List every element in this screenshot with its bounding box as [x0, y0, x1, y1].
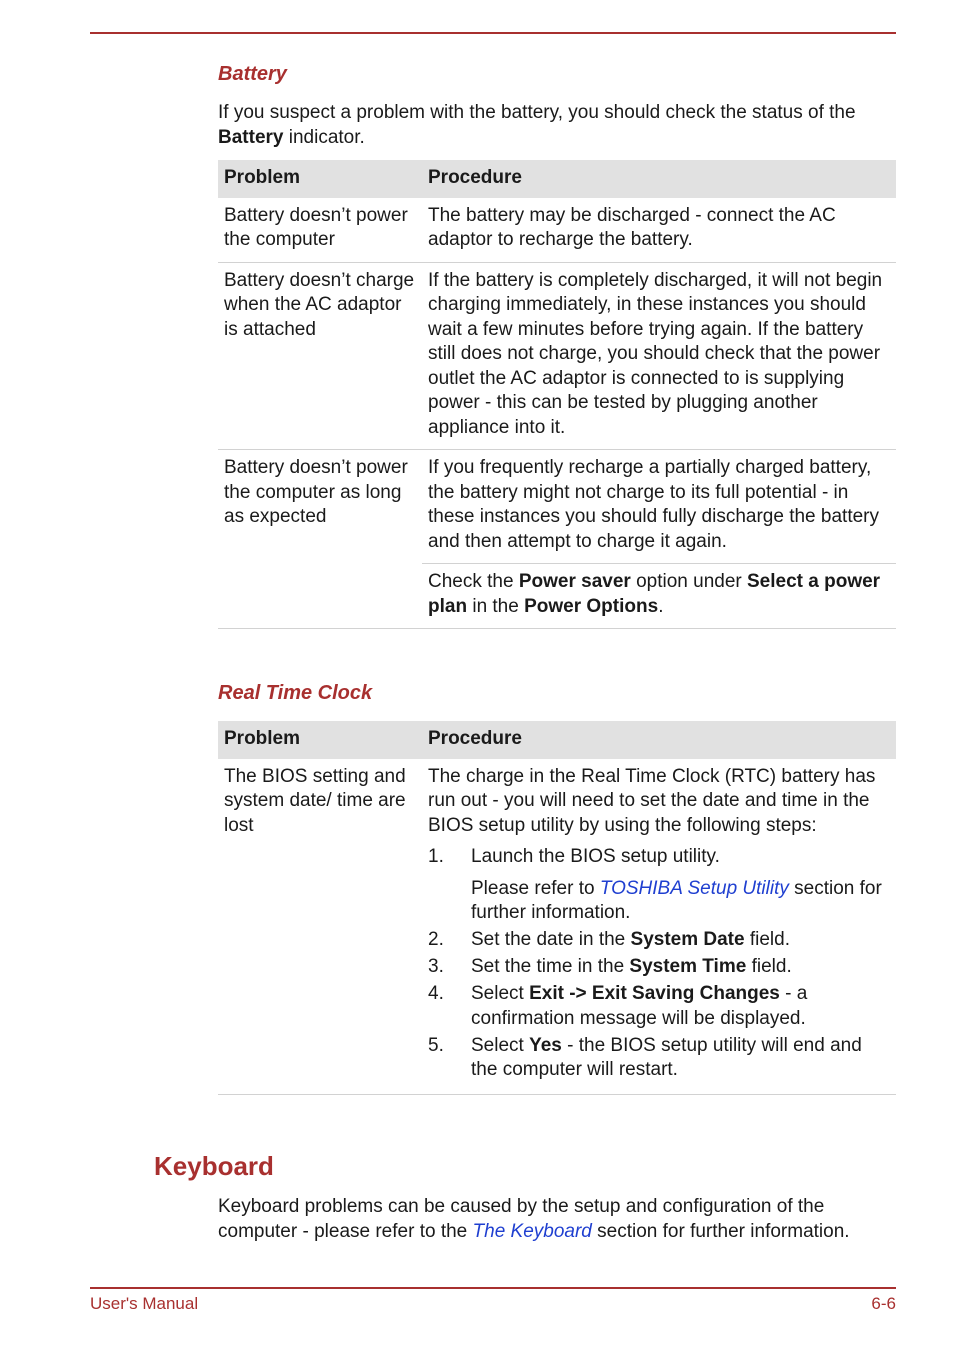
the-keyboard-link[interactable]: The Keyboard: [472, 1220, 592, 1242]
procedure-text: The charge in the Real Time Clock (RTC) battery has run out - you will need to set the date and time in the BIOS setup utility by using the following steps:: [428, 765, 876, 836]
procedure-cell: If the battery is completely discharged, it will not begin charging immediately, in these instances you should wait a few minutes before trying again. If the battery still does not charge, you should check that the power outlet the AC adaptor is connected to is supplying power - this can be tested by plugging another appliance into it.: [422, 262, 896, 450]
toshiba-setup-utility-link[interactable]: TOSHIBA Setup Utility: [599, 877, 789, 899]
problem-cell: The BIOS setting and system date/ time are lost: [218, 759, 422, 1095]
procedure-cell: If you frequently recharge a partially charged battery, the battery might not charge to its full potential - in these instances you should fully discharge the battery and then attempt to charge it again.: [422, 450, 896, 564]
table-row: [218, 262, 896, 450]
column-header-problem: Problem: [218, 160, 422, 198]
rtc-heading: Real Time Clock: [218, 682, 373, 704]
battery-indicator-term: Battery: [218, 126, 284, 148]
list-item: 4. Select Exit -> Exit Saving Changes - a confirmation message will be displayed.: [428, 983, 808, 1029]
column-header-procedure: Procedure: [422, 160, 896, 198]
problem-cell: Battery doesn’t charge when the AC adaptor is attached: [218, 262, 422, 450]
header-rule: [90, 32, 896, 34]
problem-cell: Battery doesn’t power the computer as long as expected: [218, 450, 422, 629]
keyboard-heading: Keyboard: [154, 1151, 274, 1181]
table-row: [218, 450, 896, 564]
procedure-cell: [422, 759, 896, 1095]
page-number: 6-6: [871, 1294, 896, 1313]
procedure-cell: The battery may be discharged - connect the AC adaptor to recharge the battery.: [422, 198, 896, 263]
battery-heading: Battery: [218, 63, 287, 85]
footer-manual-title: User's Manual: [90, 1294, 199, 1313]
list-item: 3. Set the time in the System Time field.: [428, 956, 792, 977]
table-row: [218, 198, 896, 263]
table-header-row: [218, 721, 896, 759]
battery-table: [218, 160, 896, 629]
keyboard-text: Keyboard problems can be caused by the setup and configuration of the computer - please refer to the The Keyboard section for further information.: [218, 1196, 850, 1242]
table-row: [218, 759, 896, 1095]
battery-intro: If you suspect a problem with the battery, you should check the status of the Battery indicator.: [218, 102, 856, 148]
list-item: 5. Select Yes - the BIOS setup utility will end and the computer will restart.: [428, 1034, 862, 1080]
steps-list: [428, 845, 890, 1083]
column-header-problem: Problem: [218, 721, 422, 759]
rtc-table: [218, 721, 896, 1095]
column-header-procedure: Procedure: [422, 721, 896, 759]
footer-rule: [90, 1287, 896, 1289]
problem-cell: Battery doesn’t power the computer: [218, 198, 422, 263]
list-item: 2. Set the date in the System Date field.: [428, 929, 790, 950]
list-item: 1. Launch the BIOS setup utility. Please refer to TOSHIBA Setup Utility section for further information.: [428, 846, 882, 923]
table-header-row: [218, 160, 896, 198]
procedure-cell: Check the Power saver option under Select a power plan in the Power Options.: [422, 564, 896, 629]
